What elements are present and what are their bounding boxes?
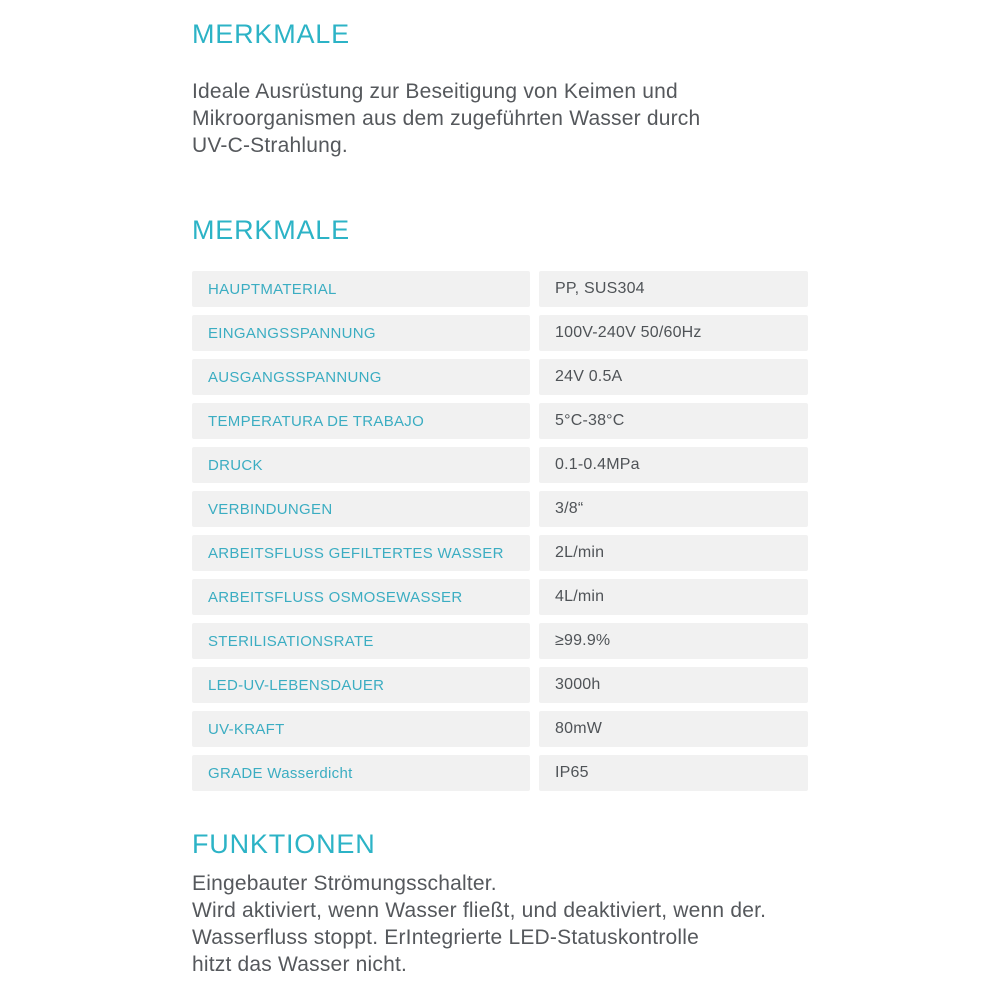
section-title-funktionen: FUNKTIONEN — [192, 829, 376, 859]
section-title-merkmale-intro: MERKMALE — [192, 19, 350, 49]
intro-paragraph-line: UV-C-Strahlung. — [192, 134, 348, 157]
table-row — [192, 271, 808, 307]
table-row — [192, 623, 808, 659]
spec-label-cell: DRUCK — [192, 447, 530, 483]
table-row — [192, 315, 808, 351]
spec-value-cell: 100V-240V 50/60Hz — [539, 315, 808, 351]
spec-label-cell: TEMPERATURA DE TRABAJO — [192, 403, 530, 439]
table-row — [192, 667, 808, 703]
spec-label-cell: VERBINDUNGEN — [192, 491, 530, 527]
spec-value-cell: IP65 — [539, 755, 808, 791]
intro-paragraph-line: Ideale Ausrüstung zur Beseitigung von Keimen und — [192, 80, 678, 103]
specs-table — [192, 271, 808, 799]
spec-label-cell: EINGANGSSPANNUNG — [192, 315, 530, 351]
spec-label-cell: AUSGANGSSPANNUNG — [192, 359, 530, 395]
spec-value-cell: 5°C-38°C — [539, 403, 808, 439]
functions-paragraph-line: hitzt das Wasser nicht. — [192, 953, 408, 976]
spec-value-cell: ≥99.9% — [539, 623, 808, 659]
spec-value-cell: 3/8“ — [539, 491, 808, 527]
spec-value-cell: 0.1-0.4MPa — [539, 447, 808, 483]
table-row — [192, 579, 808, 615]
content-column — [192, 0, 808, 1000]
spec-value-cell: 24V 0.5A — [539, 359, 808, 395]
intro-paragraph — [192, 78, 700, 159]
spec-label-cell: HAUPTMATERIAL — [192, 271, 530, 307]
table-row — [192, 535, 808, 571]
functions-paragraph-line: Wird aktiviert, wenn Wasser fließt, und deaktiviert, wenn der. — [192, 899, 767, 922]
table-row — [192, 755, 808, 791]
table-row — [192, 403, 808, 439]
spec-label-cell: ARBEITSFLUSS GEFILTERTES WASSER — [192, 535, 530, 571]
spec-label-cell: STERILISATIONSRATE — [192, 623, 530, 659]
section-title-merkmale-specs: MERKMALE — [192, 215, 350, 245]
spec-label-cell: UV-KRAFT — [192, 711, 530, 747]
table-row — [192, 711, 808, 747]
spec-value-cell: 3000h — [539, 667, 808, 703]
spec-label-cell: ARBEITSFLUSS OSMOSEWASSER — [192, 579, 530, 615]
spec-value-cell: 2L/min — [539, 535, 808, 571]
spec-value-cell: 4L/min — [539, 579, 808, 615]
functions-paragraph-line: Eingebauter Strömungsschalter. — [192, 872, 497, 895]
functions-paragraph-line: Wasserfluss stoppt. ErIntegrierte LED-Statuskontrolle — [192, 926, 700, 949]
spec-value-cell: PP, SUS304 — [539, 271, 808, 307]
intro-paragraph-line: Mikroorganismen aus dem zugeführten Wasser durch — [192, 107, 701, 130]
table-row — [192, 491, 808, 527]
spec-label-cell: LED-UV-LEBENSDAUER — [192, 667, 530, 703]
spec-label-cell: GRADE Wasserdicht — [192, 755, 530, 791]
spec-value-cell: 80mW — [539, 711, 808, 747]
table-row — [192, 447, 808, 483]
table-row — [192, 359, 808, 395]
functions-paragraph — [192, 870, 766, 978]
